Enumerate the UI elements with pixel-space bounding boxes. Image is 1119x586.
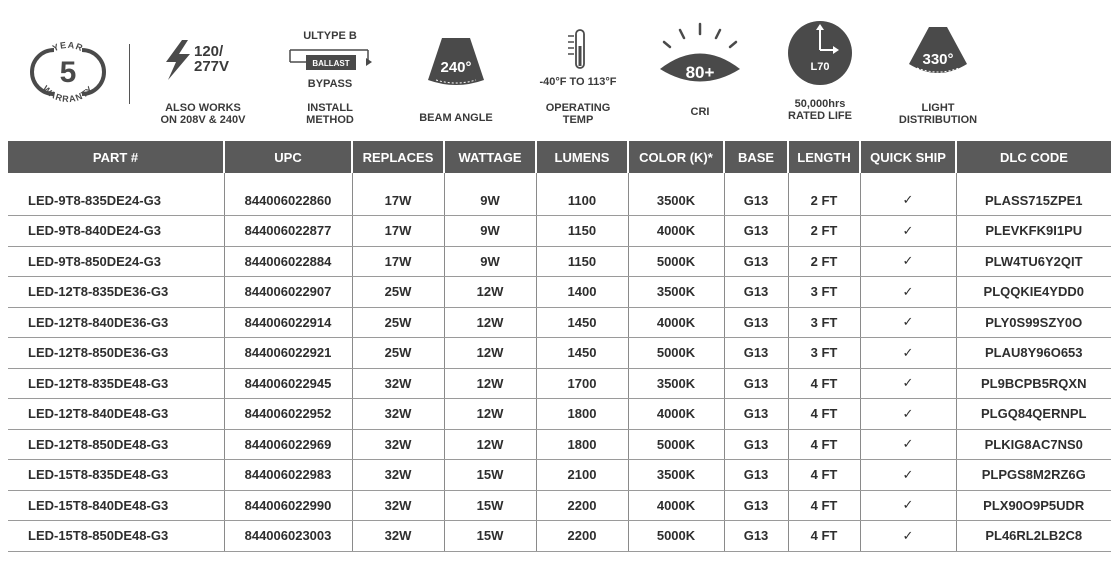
cell-replaces: 25W: [352, 307, 444, 338]
cell-part: LED-15T8-840DE48-G3: [8, 490, 224, 521]
beam-angle-icon: [424, 34, 488, 94]
cell-dlc-code: PLPGS8M2RZ6G: [956, 460, 1111, 491]
table-row: [8, 307, 1111, 338]
header-lumens: LUMENS: [536, 141, 628, 173]
install-feature: [282, 30, 378, 128]
beam-angle-caption: BEAM ANGLE: [419, 112, 493, 124]
cell-dlc-code: PLEVKFK9I1PU: [956, 216, 1111, 247]
cell-length: 2 FT: [788, 185, 860, 216]
cell-dlc-code: PLQQKIE4YDD0: [956, 277, 1111, 308]
cell-length: 3 FT: [788, 338, 860, 369]
table-row: [8, 216, 1111, 247]
cell-quick-ship: ✓: [860, 460, 956, 491]
cell-wattage: 12W: [444, 277, 536, 308]
cell-quick-ship: ✓: [860, 338, 956, 369]
cell-quick-ship: ✓: [860, 216, 956, 247]
cell-quick-ship: ✓: [860, 521, 956, 552]
cell-lumens: 1150: [536, 216, 628, 247]
cell-lumens: 1150: [536, 246, 628, 277]
table-row: [8, 246, 1111, 277]
cell-quick-ship: ✓: [860, 429, 956, 460]
cell-dlc-code: PLW4TU6Y2QIT: [956, 246, 1111, 277]
cell-dlc-code: PLKIG8AC7NS0: [956, 429, 1111, 460]
cell-color: 4000K: [628, 307, 724, 338]
cell-quick-ship: ✓: [860, 368, 956, 399]
clock-icon: [785, 18, 855, 88]
header-wattage: WATTAGE: [444, 141, 536, 173]
cell-color: 3500K: [628, 460, 724, 491]
beam-angle-feature: [408, 34, 504, 128]
cell-wattage: 15W: [444, 490, 536, 521]
cell-color: 4000K: [628, 399, 724, 430]
cell-upc: 844006022969: [224, 429, 352, 460]
table-row: [8, 338, 1111, 369]
cell-upc: 844006022990: [224, 490, 352, 521]
svg-text:YEAR: [51, 40, 85, 54]
install-bypass: BYPASS: [307, 78, 353, 90]
cell-upc: 844006022877: [224, 216, 352, 247]
voltage-caption-2: ON 208V & 240V: [160, 114, 246, 126]
cell-length: 4 FT: [788, 368, 860, 399]
cell-length: 2 FT: [788, 216, 860, 247]
cell-base: G13: [724, 460, 788, 491]
cri-feature: [652, 22, 748, 128]
cell-lumens: 1700: [536, 368, 628, 399]
cell-replaces: 32W: [352, 429, 444, 460]
distribution-caption-2: DISTRIBUTION: [898, 114, 978, 126]
cell-replaces: 17W: [352, 216, 444, 247]
cell-lumens: 1100: [536, 185, 628, 216]
cell-color: 4000K: [628, 216, 724, 247]
cell-part: LED-12T8-850DE36-G3: [8, 338, 224, 369]
cell-wattage: 15W: [444, 521, 536, 552]
cell-lumens: 2100: [536, 460, 628, 491]
cell-wattage: 12W: [444, 338, 536, 369]
feature-icons-bar: [0, 0, 1119, 135]
cell-upc: 844006022884: [224, 246, 352, 277]
install-caption-2: METHOD: [306, 114, 354, 126]
warranty-bottom-text: WARRANTY: [40, 83, 96, 105]
header-base: BASE: [724, 141, 788, 173]
cell-wattage: 9W: [444, 246, 536, 277]
warranty-feature: [30, 36, 106, 108]
cell-wattage: 12W: [444, 307, 536, 338]
cell-quick-ship: ✓: [860, 185, 956, 216]
cell-wattage: 12W: [444, 429, 536, 460]
header-quick-ship: QUICK SHIP: [860, 141, 956, 173]
cell-replaces: 25W: [352, 277, 444, 308]
voltage-caption-1: ALSO WORKS: [165, 102, 241, 114]
header-part: PART #: [8, 141, 224, 173]
feature-divider: [129, 44, 130, 104]
warranty-badge-icon: [30, 36, 106, 108]
temp-feature: [528, 28, 628, 128]
light-distribution-icon: [903, 24, 973, 84]
voltage-value-1: 120/: [194, 43, 224, 60]
cell-dlc-code: PL46RL2LB2C8: [956, 521, 1111, 552]
table-body: [8, 173, 1111, 551]
header-replaces: REPLACES: [352, 141, 444, 173]
cell-dlc-code: PLX90O9P5UDR: [956, 490, 1111, 521]
table-row: [8, 185, 1111, 216]
cri-value: 80+: [685, 63, 715, 82]
cell-dlc-code: PLY0S99SZY0O: [956, 307, 1111, 338]
table-row: [8, 277, 1111, 308]
cell-lumens: 1450: [536, 307, 628, 338]
cell-length: 4 FT: [788, 490, 860, 521]
cell-length: 4 FT: [788, 521, 860, 552]
temp-caption-1: OPERATING: [545, 102, 611, 114]
table-row: [8, 429, 1111, 460]
cell-part: LED-12T8-840DE48-G3: [8, 399, 224, 430]
table-row: [8, 460, 1111, 491]
distribution-value: 330°: [922, 51, 954, 68]
lightning-icon: [158, 38, 198, 82]
cell-length: 2 FT: [788, 246, 860, 277]
cell-part: LED-12T8-850DE48-G3: [8, 429, 224, 460]
cell-base: G13: [724, 185, 788, 216]
cell-color: 3500K: [628, 185, 724, 216]
cell-part: LED-12T8-840DE36-G3: [8, 307, 224, 338]
cell-lumens: 2200: [536, 521, 628, 552]
rated-life-caption-1: 50,000hrs: [794, 98, 846, 110]
cell-part: LED-15T8-850DE48-G3: [8, 521, 224, 552]
table-row: [8, 490, 1111, 521]
cell-base: G13: [724, 307, 788, 338]
warranty-top-text: YEAR: [50, 39, 85, 54]
cell-replaces: 32W: [352, 399, 444, 430]
cell-color: 5000K: [628, 246, 724, 277]
temp-range: -40°F TO 113°F: [539, 76, 617, 88]
cell-replaces: 32W: [352, 460, 444, 491]
cell-dlc-code: PL9BCPB5RQXN: [956, 368, 1111, 399]
cell-replaces: 17W: [352, 185, 444, 216]
cell-part: LED-9T8-840DE24-G3: [8, 216, 224, 247]
cell-part: LED-9T8-850DE24-G3: [8, 246, 224, 277]
cell-upc: 844006022914: [224, 307, 352, 338]
cell-lumens: 1800: [536, 429, 628, 460]
table-spacer-row: [8, 173, 1111, 185]
cell-lumens: 2200: [536, 490, 628, 521]
cri-caption: CRI: [690, 106, 710, 118]
cell-lumens: 1450: [536, 338, 628, 369]
cell-base: G13: [724, 338, 788, 369]
cell-replaces: 32W: [352, 368, 444, 399]
voltage-value-2: 277V: [194, 58, 230, 75]
header-length: LENGTH: [788, 141, 860, 173]
warranty-number: 5: [59, 56, 77, 89]
cell-length: 4 FT: [788, 399, 860, 430]
ballast-bypass-icon: [282, 44, 378, 74]
cell-length: 3 FT: [788, 277, 860, 308]
cell-replaces: 32W: [352, 490, 444, 521]
cell-quick-ship: ✓: [860, 246, 956, 277]
temp-caption-2: TEMP: [562, 114, 594, 126]
rated-life-caption-2: RATED LIFE: [788, 110, 852, 122]
cell-lumens: 1400: [536, 277, 628, 308]
cell-upc: 844006022952: [224, 399, 352, 430]
install-ul-type: ULTYPE B: [303, 30, 357, 42]
cell-wattage: 15W: [444, 460, 536, 491]
cell-quick-ship: ✓: [860, 277, 956, 308]
cell-color: 3500K: [628, 277, 724, 308]
cell-upc: 844006022945: [224, 368, 352, 399]
ballast-box-label: BALLAST: [312, 59, 350, 68]
voltage-feature: [148, 38, 258, 128]
cell-quick-ship: ✓: [860, 399, 956, 430]
header-upc: UPC: [224, 141, 352, 173]
cell-wattage: 9W: [444, 185, 536, 216]
cell-upc: 844006022907: [224, 277, 352, 308]
header-dlc-code: DLC CODE: [956, 141, 1111, 173]
cell-base: G13: [724, 216, 788, 247]
cell-replaces: 17W: [352, 246, 444, 277]
cell-length: 4 FT: [788, 429, 860, 460]
table-row: [8, 399, 1111, 430]
cell-color: 5000K: [628, 338, 724, 369]
cell-color: 5000K: [628, 521, 724, 552]
cell-dlc-code: PLGQ84QERNPL: [956, 399, 1111, 430]
cell-base: G13: [724, 246, 788, 277]
table-row: [8, 368, 1111, 399]
header-color: COLOR (K)*: [628, 141, 724, 173]
table-row: [8, 521, 1111, 552]
cell-wattage: 9W: [444, 216, 536, 247]
table-header-row: [8, 141, 1111, 173]
cell-part: LED-12T8-835DE48-G3: [8, 368, 224, 399]
cell-upc: 844006023003: [224, 521, 352, 552]
cell-base: G13: [724, 368, 788, 399]
cell-upc: 844006022860: [224, 185, 352, 216]
cell-part: LED-9T8-835DE24-G3: [8, 185, 224, 216]
cell-lumens: 1800: [536, 399, 628, 430]
rated-life-feature: [772, 18, 868, 128]
cell-length: 3 FT: [788, 307, 860, 338]
cell-base: G13: [724, 429, 788, 460]
cell-wattage: 12W: [444, 368, 536, 399]
cell-part: LED-12T8-835DE36-G3: [8, 277, 224, 308]
cell-color: 3500K: [628, 368, 724, 399]
cell-replaces: 25W: [352, 338, 444, 369]
light-distribution-feature: [884, 24, 992, 128]
beam-angle-value: 240°: [440, 59, 472, 76]
cell-color: 4000K: [628, 490, 724, 521]
cell-replaces: 32W: [352, 521, 444, 552]
cell-quick-ship: ✓: [860, 307, 956, 338]
cell-upc: 844006022921: [224, 338, 352, 369]
cell-base: G13: [724, 490, 788, 521]
eye-icon: [652, 22, 748, 88]
cell-quick-ship: ✓: [860, 490, 956, 521]
cell-dlc-code: PLAU8Y96O653: [956, 338, 1111, 369]
cell-part: LED-15T8-835DE48-G3: [8, 460, 224, 491]
cell-base: G13: [724, 521, 788, 552]
cell-wattage: 12W: [444, 399, 536, 430]
cell-dlc-code: PLASS715ZPE1: [956, 185, 1111, 216]
install-caption-1: INSTALL: [307, 102, 353, 114]
cell-base: G13: [724, 277, 788, 308]
cell-base: G13: [724, 399, 788, 430]
distribution-caption-1: LIGHT: [921, 102, 955, 114]
rated-life-value: L70: [810, 61, 830, 73]
cell-color: 5000K: [628, 429, 724, 460]
product-spec-table: [8, 141, 1111, 552]
cell-length: 4 FT: [788, 460, 860, 491]
cell-upc: 844006022983: [224, 460, 352, 491]
thermometer-icon: [564, 28, 594, 72]
